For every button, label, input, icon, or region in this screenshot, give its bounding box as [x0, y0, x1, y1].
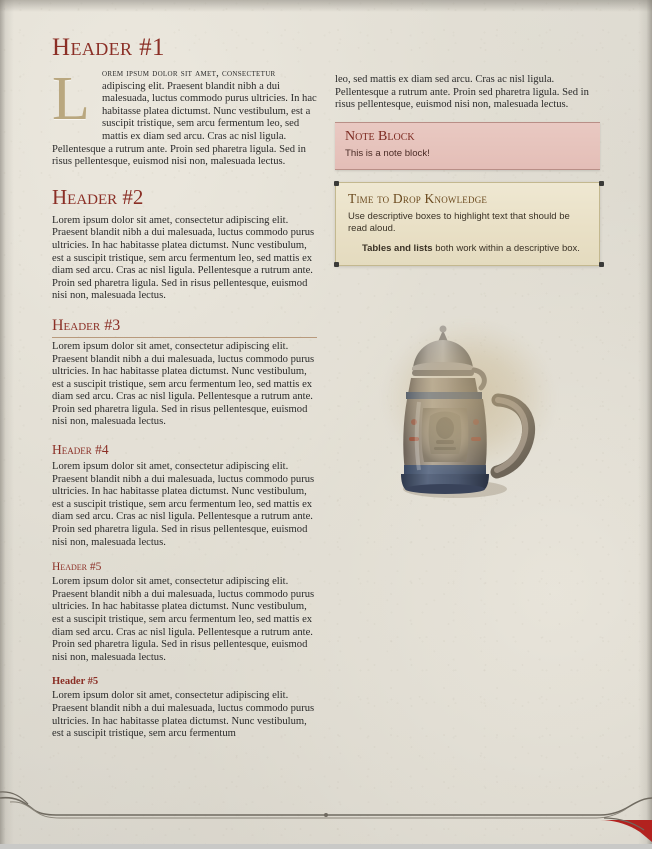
- page-title: Header #1: [52, 34, 165, 61]
- heading-level-2: Header #2: [52, 184, 144, 209]
- page-content: [52, 34, 600, 794]
- heading-level-5: Header #5: [52, 561, 102, 574]
- section-body-5: Lorem ipsum dolor sit amet, consectetur adipiscing elit. Praesent blandit nibh a dui malesuada, luctus commodo purus ultricies. In hac habitasse platea dictumst. Nunc vestibulum, est a suscipit tristique, sem arcu fermentum leo, sed mattis ex diam sed arcu. Cras ac nisl ligula. Pellentesque a rutrum ante. Proin sed pharetra ligula. Sed in risus pellentesque, euismod nisi non, malesuada lectus.: [52, 576, 315, 663]
- page-edge-top: [0, 0, 652, 12]
- note-block: [335, 122, 600, 170]
- intro-body-text: adipiscing elit. Praesent blandit nibh a dui malesuada, luctus commodo purus ultricies. In hac habitasse platea dictumst. Nunc vestibulum, est a suscipit tristique, sem arcu fermentum leo, sed mattis ex diam sed arcu. Cras ac nisl ligula. Pellentesque a rutrum ante. Proin sed pharetra ligula. Sed in risus pellentesque, euismod nisi non, malesuada lectus.: [52, 80, 317, 168]
- section-body-4: Lorem ipsum dolor sit amet, consectetur adipiscing elit. Praesent blandit nibh a dui malesuada, luctus commodo purus ultricies. In hac habitasse platea dictumst. Nunc vestibulum, est a suscipit tristique, sem arcu fermentum leo, sed mattis ex diam sed arcu. Cras ac nisl ligula. Pellentesque a rutrum ante. Proin sed pharetra ligula. Sed in risus pellentesque, euismod nisi non, malesuada lectus.: [52, 461, 315, 548]
- descriptive-box-list-lead: Tables and lists: [362, 242, 433, 254]
- page-edge-left: [0, 0, 14, 844]
- left-column: [52, 34, 317, 749]
- section-body-2: Lorem ipsum dolor sit amet, consectetur adipiscing elit. Praesent blandit nibh a dui malesuada, luctus commodo purus ultricies. In hac habitasse platea dictumst. Nunc vestibulum, est a suscipit tristique, sem arcu fermentum leo, sed mattis ex diam sed arcu. Cras ac nisl ligula. Pellentesque a rutrum ante. Proin sed pharetra ligula. Sed in risus pellentesque, euismod nisi non, malesuada lectus.: [52, 214, 315, 302]
- descriptive-box: [335, 182, 600, 266]
- continuation-paragraph: leo, sed mattis ex diam sed arcu. Cras ac nisl ligula. Pellentesque a rutrum ante. Proin sed pharetra ligula. Sed in risus pellentesque, euismod nisi non, malesuada lectus.: [335, 74, 589, 111]
- note-block-title: Note Block: [345, 128, 415, 144]
- descriptive-box-paragraph: Use descriptive boxes to highlight text that should be read aloud.: [348, 210, 570, 235]
- beer-stein-illustration: [335, 282, 600, 522]
- intro-smallcaps-lead: orem ipsum dolor sit amet, consectetur: [102, 68, 276, 79]
- intro-paragraph-block: [52, 65, 317, 169]
- heading-level-3: Header #3: [52, 317, 317, 338]
- illustration-stain: [355, 292, 583, 512]
- page-edge-right: [638, 0, 652, 844]
- section-body-5b: Lorem ipsum dolor sit amet, consectetur adipiscing elit. Praesent blandit nibh a dui malesuada, luctus commodo purus ultricies. In hac habitasse platea dictumst. Nunc vestibulum, est a suscipit tristique, sem arcu fermentum: [52, 690, 315, 740]
- descriptive-box-list-line: [348, 243, 587, 255]
- right-column: [335, 34, 600, 266]
- descriptive-box-title: Time to Drop Knowledge: [348, 190, 488, 206]
- drop-cap: L: [52, 65, 90, 133]
- heading-level-4: Header #4: [52, 442, 109, 458]
- descriptive-box-list-rest: both work within a descriptive box.: [432, 242, 580, 254]
- section-body-3: Lorem ipsum dolor sit amet, consectetur adipiscing elit. Praesent blandit nibh a dui malesuada, luctus commodo purus ultricies. In hac habitasse platea dictumst. Nunc vestibulum, est a suscipit tristique, sem arcu fermentum leo, sed mattis ex diam sed arcu. Cras ac nisl ligula. Pellentesque a rutrum ante. Proin sed pharetra ligula. Sed in risus pellentesque, euismod nisi non, malesuada lectus.: [52, 340, 315, 428]
- note-block-text: This is a note block!: [345, 147, 430, 159]
- heading-level-5-bold: Header #5: [52, 676, 99, 688]
